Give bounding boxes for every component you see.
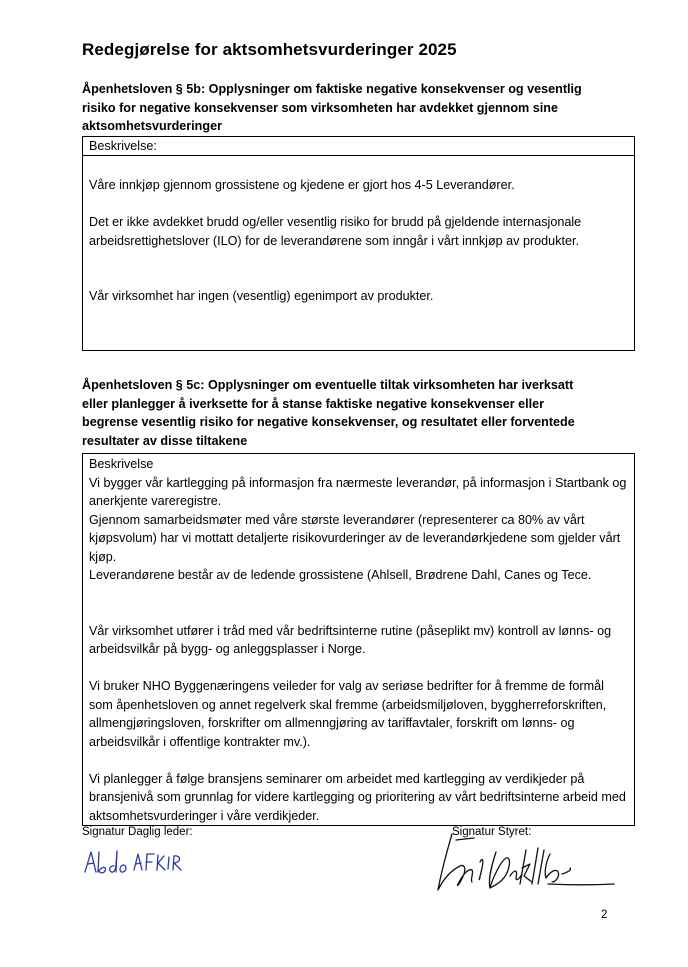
section-5b-paragraph: Vår virksomhet har ingen (vesentlig) egenimport av produkter. (89, 289, 434, 303)
ceo-signature-label: Signatur Daglig leder: (82, 826, 193, 838)
section-5c-paragraph: Vi planlegger å følge bransjens seminarer om arbeidet med kartlegging av verdikjeder på bransjenivå som grunnlag for videre kartlegging og prioritering av vårt bedriftsinterne arbeid med aktsomhetsvurderinger i våre verdikjeder. (89, 771, 626, 823)
section-5c-paragraph: Gjennom samarbeidsmøter med våre største leverandører (representerer ca 80% av vårt kjøpsvolum) har vi mottatt detaljerte risikovurderinger av de leverandørkjedene som gjelder vårt kjøp. (89, 512, 621, 564)
section-5b-box (82, 136, 635, 351)
section-5c-paragraph: Vår virksomhet utfører i tråd med vår bedriftsinterne rutine (påseplikt mv) kontroll av lønns- og arbeidsvilkår på bygg- og anleggsplasser i Norge. (89, 623, 612, 656)
section-5c-paragraph: Leverandørene består av de ledende grossistene (Ahlsell, Brødrene Dahl, Canes og Tece. (89, 568, 592, 582)
section-5b-heading: Åpenhetsloven § 5b: Opplysninger om faktiske negative konsekvenser og vesentlig risiko for negative konsekvenser som virksomheten har avdekket gjennom sine aktsomhetsvurderinger (82, 82, 582, 133)
board-signature (430, 828, 620, 896)
section-5b-box-label: Beskrivelse: (83, 137, 634, 156)
section-5c-paragraph: Vi bygger vår kartlegging på informasjon fra nærmeste leverandør, på informasjon i Startbank og anerkjente vareregistre. (89, 475, 627, 508)
ceo-signature (82, 846, 192, 878)
section-5b-paragraph: Våre innkjøp gjennom grossistene og kjedene er gjort hos 4-5 Leverandører. (89, 178, 515, 192)
section-5c-paragraph: Vi bruker NHO Byggenæringens veileder for valg av seriøse bedrifter for å fremme de formål som åpenhetsloven og annet regelverk skal fremme (arbeidsmiljøloven, byggherreforskriften, allmengjøringsloven, forskrifter om allmenngjøring av tariffavtaler, forskrift om lønns- og arbeidsvilkår i offentlige kontrakter mv.). (89, 679, 607, 749)
section-5c-box (82, 453, 635, 826)
document-title: Redegjørelse for aktsomhetsvurderinger 2025 (82, 40, 457, 59)
board-signature-label: Signatur Styret: (452, 826, 532, 838)
section-5b-paragraph: Det er ikke avdekket brudd og/eller vesentlig risiko for brudd på gjeldende internasjonale arbeidsrettighetslover (ILO) for de leverandørene som inngår i vårt innkjøp av produkter. (89, 215, 582, 248)
page-number: 2 (601, 909, 608, 921)
section-5c-box-label: Beskrivelse (89, 457, 154, 471)
section-5c-heading: Åpenhetsloven § 5c: Opplysninger om eventuelle tiltak virksomheten har iverksatt eller planlegger å iverksette for å stanse faktiske negative konsekvenser eller begrense vesentlig risiko for negative konsekvenser, og resultatet eller forventede resultater av disse tiltakene (82, 378, 575, 448)
